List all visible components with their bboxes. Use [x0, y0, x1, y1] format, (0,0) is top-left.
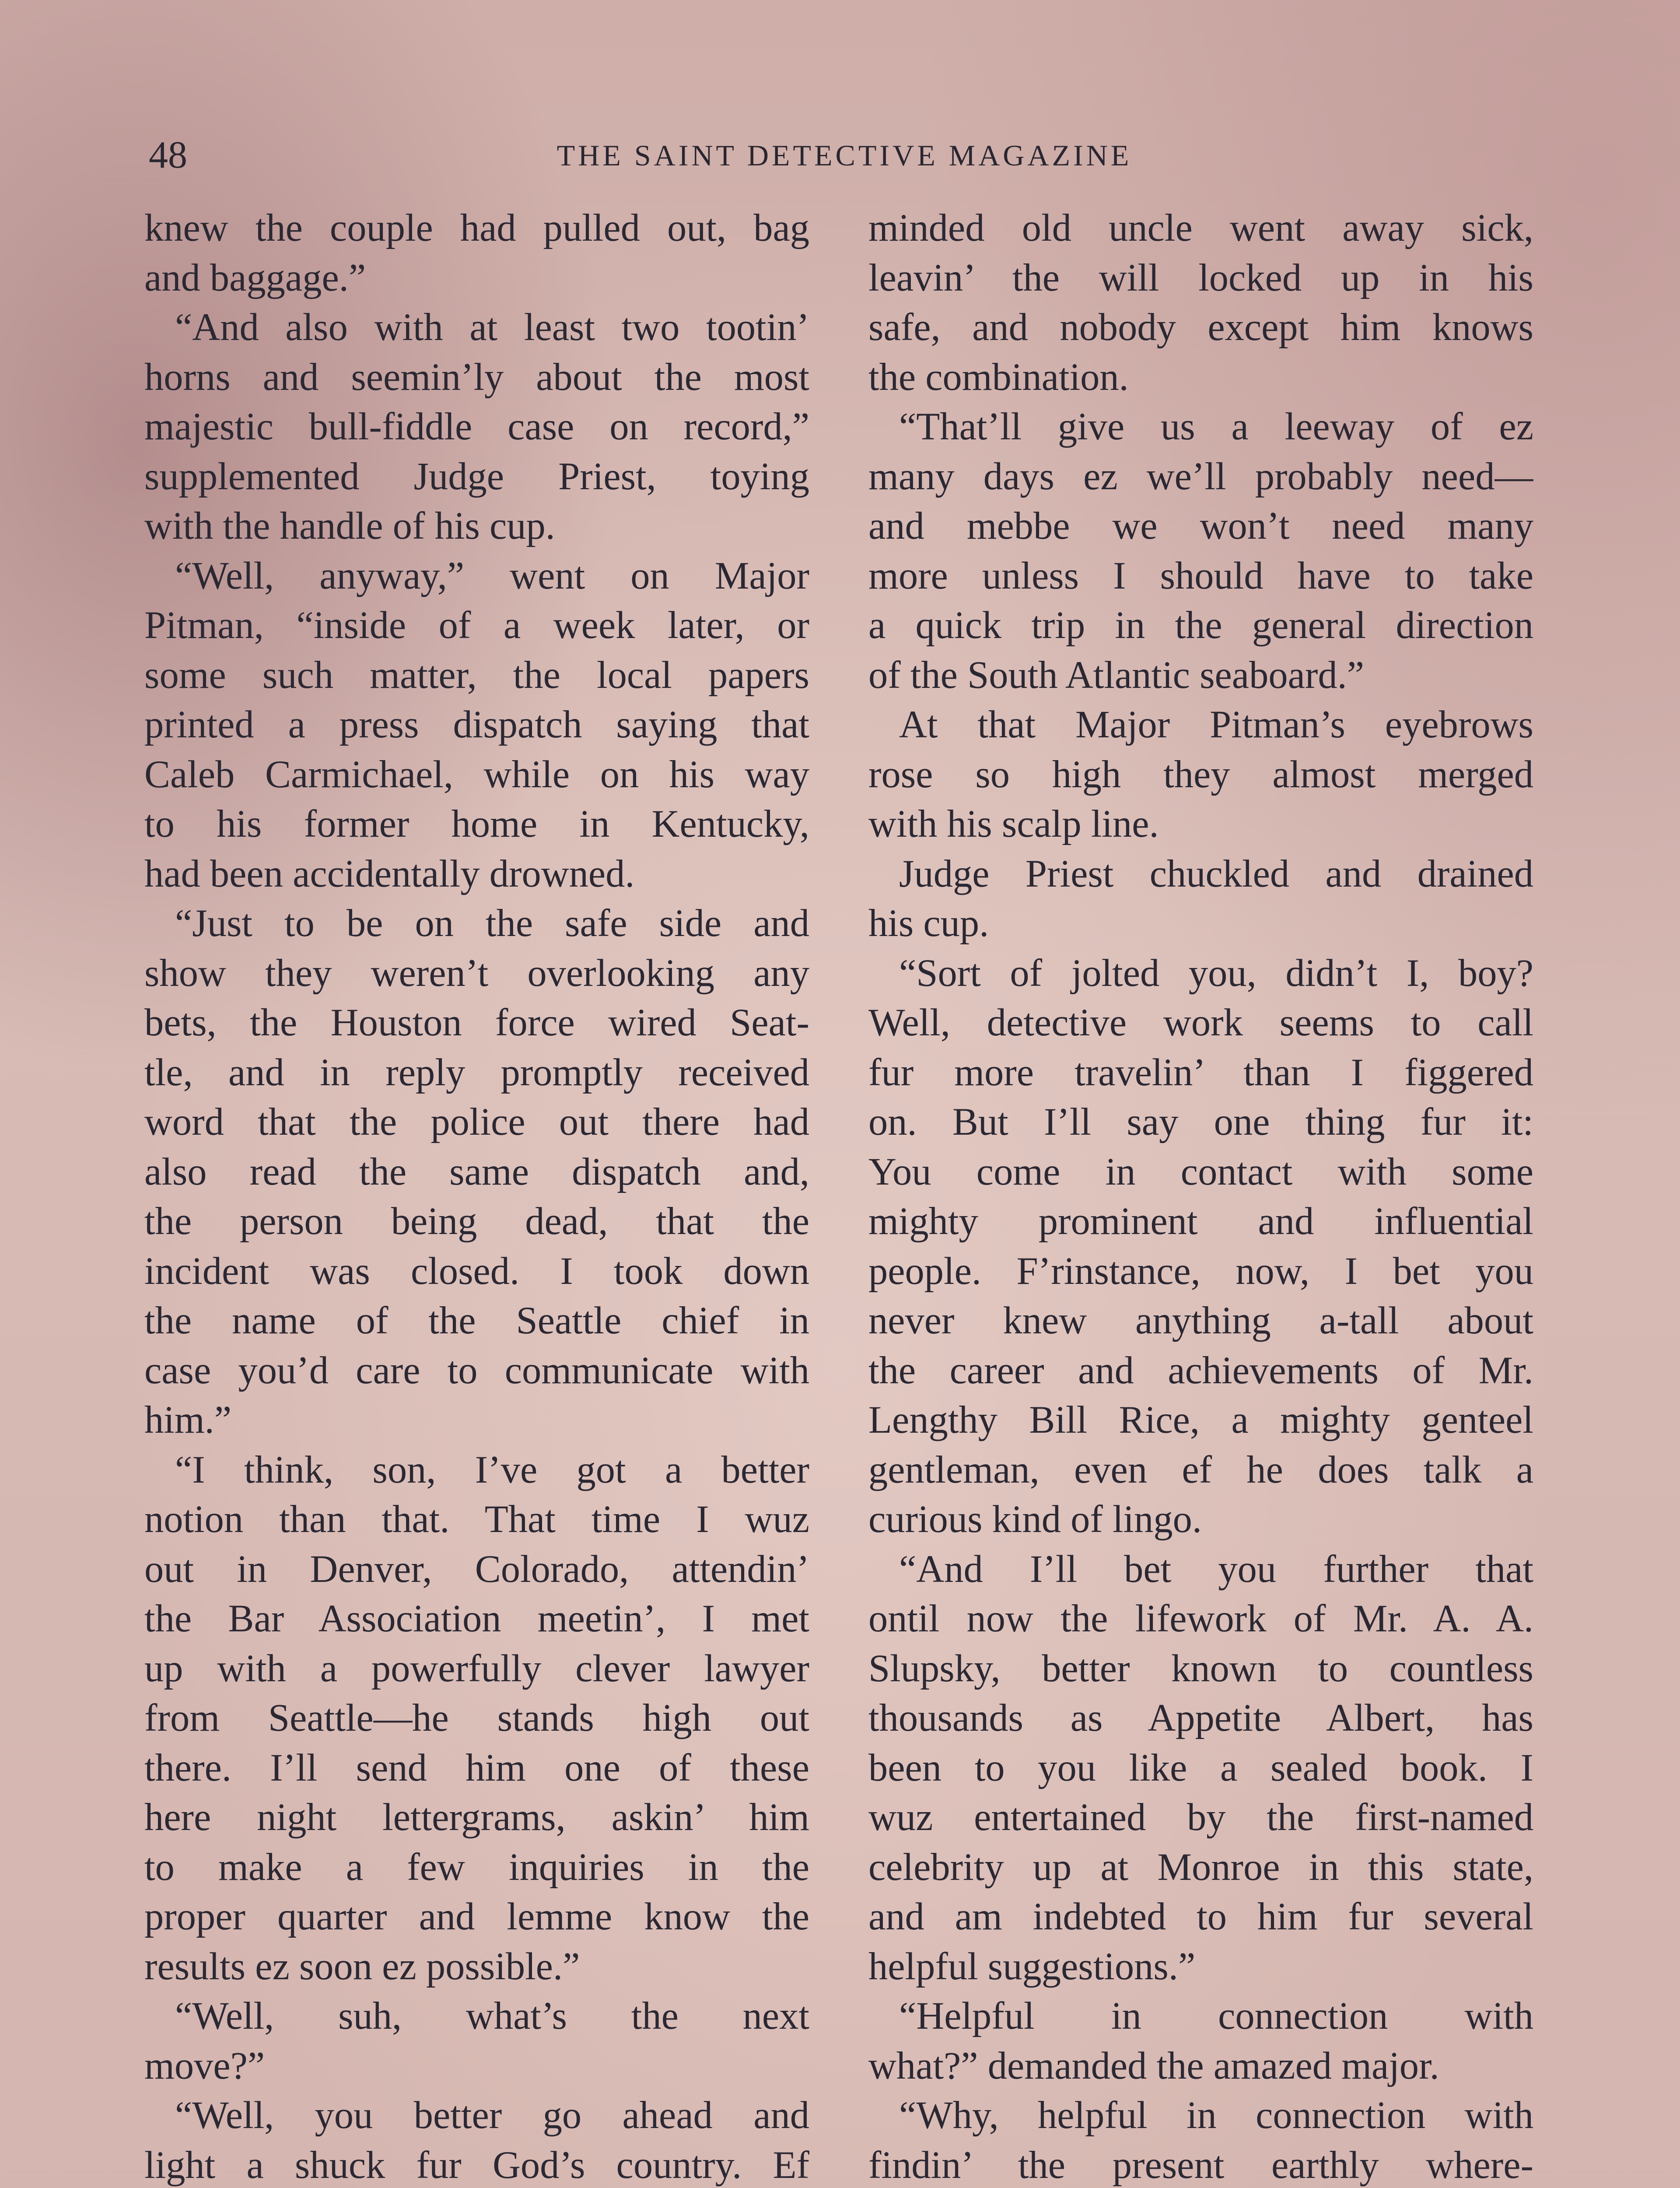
text-line: the name of the Seattle chief in [144, 1299, 809, 1342]
text-line: thousands as Appetite Albert, has [868, 1697, 1533, 1739]
text-line: to make a few inquiries in the [144, 1845, 809, 1889]
text-line: At that Major Pitman’s eyebrows [899, 703, 1533, 746]
text-line: a quick trip in the general direction [868, 604, 1533, 647]
text-line: knew the couple had pulled out, bag [144, 207, 809, 249]
text-line: here night lettergrams, askin’ him [144, 1796, 809, 1839]
text-line: “Helpful in connection with [899, 1995, 1533, 2037]
text-line: fur more travelin’ than I figgered [868, 1051, 1533, 1094]
text-line: majestic bull-fiddle case on record,” [144, 405, 809, 448]
text-line: with his scalp line. [868, 803, 1159, 845]
text-line: there. I’ll send him one of these [144, 1746, 809, 1789]
text-line: gentleman, even ef he does talk a [868, 1448, 1533, 1491]
text-line: word that the police out there had [144, 1101, 809, 1143]
text-line: supplemented Judge Priest, toying [144, 455, 809, 498]
left-text-column [144, 203, 809, 2188]
text-line: findin’ the present earthly where- [868, 2143, 1533, 2187]
text-line: notion than that. That time I wuz [144, 1498, 809, 1541]
text-line: helpful suggestions.” [868, 1945, 1196, 1988]
text-line: Slupsky, better known to countless [868, 1647, 1533, 1690]
text-line: “Well, anyway,” went on Major [175, 554, 809, 597]
running-title: THE SAINT DETECTIVE MAGAZINE [556, 139, 1132, 172]
text-line: results ez soon ez possible.” [144, 1945, 580, 1988]
text-line: many days ez we’ll probably need— [868, 455, 1533, 498]
right-text-column [868, 203, 1533, 2188]
text-line: some such matter, the local papers [144, 653, 809, 697]
text-line: the combination. [868, 355, 1129, 399]
text-line: “Well, you better go ahead and [175, 2094, 809, 2137]
text-line: mighty prominent and influential [868, 1200, 1533, 1243]
text-line: and mebbe we won’t need many [868, 505, 1533, 547]
page-header [149, 131, 1540, 179]
text-line: from Seattle—he stands high out [144, 1697, 809, 1739]
text-line: curious kind of lingo. [868, 1498, 1202, 1541]
text-line: Caleb Carmichael, while on his way [144, 753, 809, 796]
text-line: “Just to be on the safe side and [175, 902, 809, 945]
text-line: what?” demanded the amazed major. [868, 2044, 1439, 2087]
text-line: his cup. [868, 902, 989, 945]
text-line: proper quarter and lemme know the [144, 1895, 809, 1938]
text-line: Lengthy Bill Rice, a mighty genteel [868, 1399, 1533, 1441]
text-line: light a shuck fur God’s country. Ef [144, 2143, 809, 2187]
text-line: the career and achievements of Mr. [868, 1349, 1533, 1392]
text-line: on. But I’ll say one thing fur it: [868, 1101, 1533, 1143]
text-line: to his former home in Kentucky, [144, 803, 809, 845]
text-line: tle, and in reply promptly received [144, 1051, 809, 1094]
text-line: been to you like a sealed book. I [868, 1746, 1533, 1789]
text-line: horns and seemin’ly about the most [144, 355, 809, 399]
text-line: the Bar Association meetin’, I met [144, 1597, 809, 1640]
text-line: him.” [144, 1399, 232, 1441]
text-line: Judge Priest chuckled and drained [899, 852, 1533, 895]
text-line: celebrity up at Monroe in this state, [868, 1845, 1533, 1889]
text-line: show they weren’t overlooking any [144, 951, 809, 995]
text-line: the person being dead, that the [144, 1200, 809, 1243]
text-line: rose so high they almost merged [868, 753, 1533, 796]
text-line: had been accidentally drowned. [144, 852, 635, 895]
text-line: ontil now the lifework of Mr. A. A. [868, 1597, 1533, 1640]
page-number: 48 [149, 134, 187, 176]
text-line: “I think, son, I’ve got a better [175, 1448, 809, 1491]
text-line: and baggage.” [144, 256, 366, 299]
text-line: minded old uncle went away sick, [868, 207, 1533, 249]
text-line: wuz entertained by the first-named [868, 1796, 1533, 1839]
text-line: “And I’ll bet you further that [899, 1547, 1533, 1591]
text-line: You come in contact with some [868, 1150, 1533, 1193]
text-line: bets, the Houston force wired Seat- [144, 1001, 809, 1044]
text-line: and am indebted to him fur several [868, 1895, 1533, 1938]
text-line: “And also with at least two tootin’ [175, 306, 809, 349]
text-line: also read the same dispatch and, [144, 1150, 809, 1193]
text-line: printed a press dispatch saying that [144, 703, 809, 746]
text-line: up with a powerfully clever lawyer [144, 1647, 809, 1690]
text-line: people. F’rinstance, now, I bet you [868, 1249, 1533, 1293]
text-line: leavin’ the will locked up in his [868, 256, 1533, 299]
text-line: with the handle of his cup. [144, 505, 555, 547]
text-line: case you’d care to communicate with [144, 1349, 809, 1392]
text-line: more unless I should have to take [868, 554, 1533, 597]
text-line: Well, detective work seems to call [868, 1001, 1533, 1044]
text-line: move?” [144, 2044, 265, 2087]
text-line: “Why, helpful in connection with [899, 2094, 1533, 2137]
text-line: never knew anything a-tall about [868, 1299, 1533, 1342]
text-line: “Well, suh, what’s the next [175, 1995, 809, 2037]
text-line: of the South Atlantic seaboard.” [868, 653, 1364, 697]
text-line: out in Denver, Colorado, attendin’ [144, 1547, 809, 1591]
text-line: incident was closed. I took down [144, 1249, 809, 1293]
text-line: safe, and nobody except him knows [868, 306, 1533, 349]
text-line: Pitman, “inside of a week later, or [144, 604, 809, 647]
text-line: “Sort of jolted you, didn’t I, boy? [899, 951, 1533, 995]
text-line: “That’ll give us a leeway of ez [899, 405, 1533, 448]
